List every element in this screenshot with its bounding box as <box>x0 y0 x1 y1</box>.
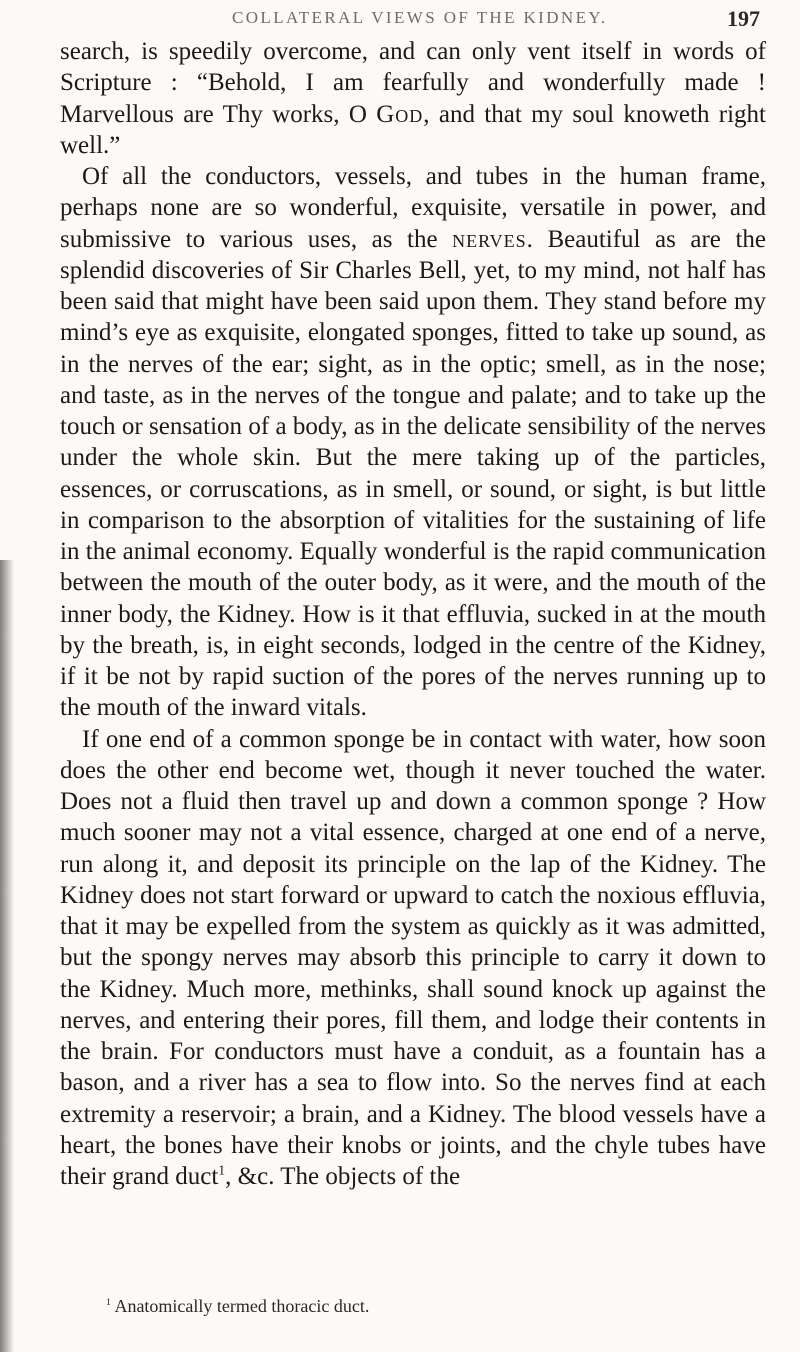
footnote <box>106 1296 369 1317</box>
footnote-reference: 1 <box>218 1162 226 1178</box>
body-text <box>60 36 766 1192</box>
running-head-title: COLLATERAL VIEWS OF THE KIDNEY. <box>232 8 608 27</box>
running-head <box>0 8 800 34</box>
paragraph <box>60 36 766 161</box>
small-caps-text: nerves <box>452 225 527 253</box>
paragraph <box>60 161 766 724</box>
text-run: Of all the conductors, vessels, and tubes in the human frame, perhaps none are so wonderful, exquisite, versatile in power, and submissive to various uses, as the <box>60 163 766 253</box>
small-caps-text: God <box>376 100 424 128</box>
footnote-marker: 1 <box>106 1297 111 1309</box>
text-run: If one end of a common sponge be in contact with water, how soon does the other end become wet, though it never touched the water. Does not a fluid then travel up and down a common sponge ? How much sooner may not a vital essence, charged at one end of a nerve, run along it, and deposit its principle on the lap of the Kidney. The Kidney does not start forward or upward to catch the noxious effluvia, that it may be expelled from the system as quickly as it was admitted, but the spongy nerves may absorb this principle to carry it down to the Kidney. Much more, methinks, shall sound knock up against the nerves, and entering their pores, fill them, and lodge their contents in the brain. For conductors must have a conduit, as a fountain has a bason, and a river has a sea to flow into. So the nerves find at each extremity a reservoir; a brain, and a Kidney. The blood vessels have a heart, the bones have their knobs or joints, and the chyle tubes have their grand duct <box>60 725 766 1190</box>
text-run: , &c. The objects of the <box>225 1163 461 1190</box>
binding-shadow <box>0 560 14 1352</box>
text-run: . Beautiful as are the splendid discoveries of Sir Charles Bell, yet, to my mind, not half has been said that might have been said upon them. They stand before my mind’s eye as exquisite, elongated sponges, fitted to take up sound, as in the nerves of the ear; sight, as in the optic; smell, as in the nose; and taste, as in the nerves of the tongue and palate; and to take up the touch or sensation of a body, as in the delicate sensibility of the nerves under the whole skin. But the mere taking up of the particles, essences, or corruscations, as in smell, or sound, or sight, is but little in comparison to the absorption of vitalities for the sustaining of life in the animal economy. Equally wonderful is the rapid communication between the mouth of the outer body, as it were, and the mouth of the inner body, the Kidney. How is it that effluvia, sucked in at the mouth by the breath, is, in eight seconds, lodged in the centre of the Kidney, if it be not by rapid suction of the pores of the nerves running up to the mouth of the inward vitals. <box>60 225 766 722</box>
text-run: , and that my soul knoweth right well.” <box>60 100 766 159</box>
footnote-text: Anatomically termed thoracic duct. <box>110 1296 370 1316</box>
paragraph <box>60 724 766 1193</box>
text-run: search, is speedily overcome, and can only vent itself in words of Scripture : “Behold, I am fearfully and wonderfully made ! Marvellous are Thy works, O <box>60 38 766 128</box>
page-number: 197 <box>727 6 760 31</box>
